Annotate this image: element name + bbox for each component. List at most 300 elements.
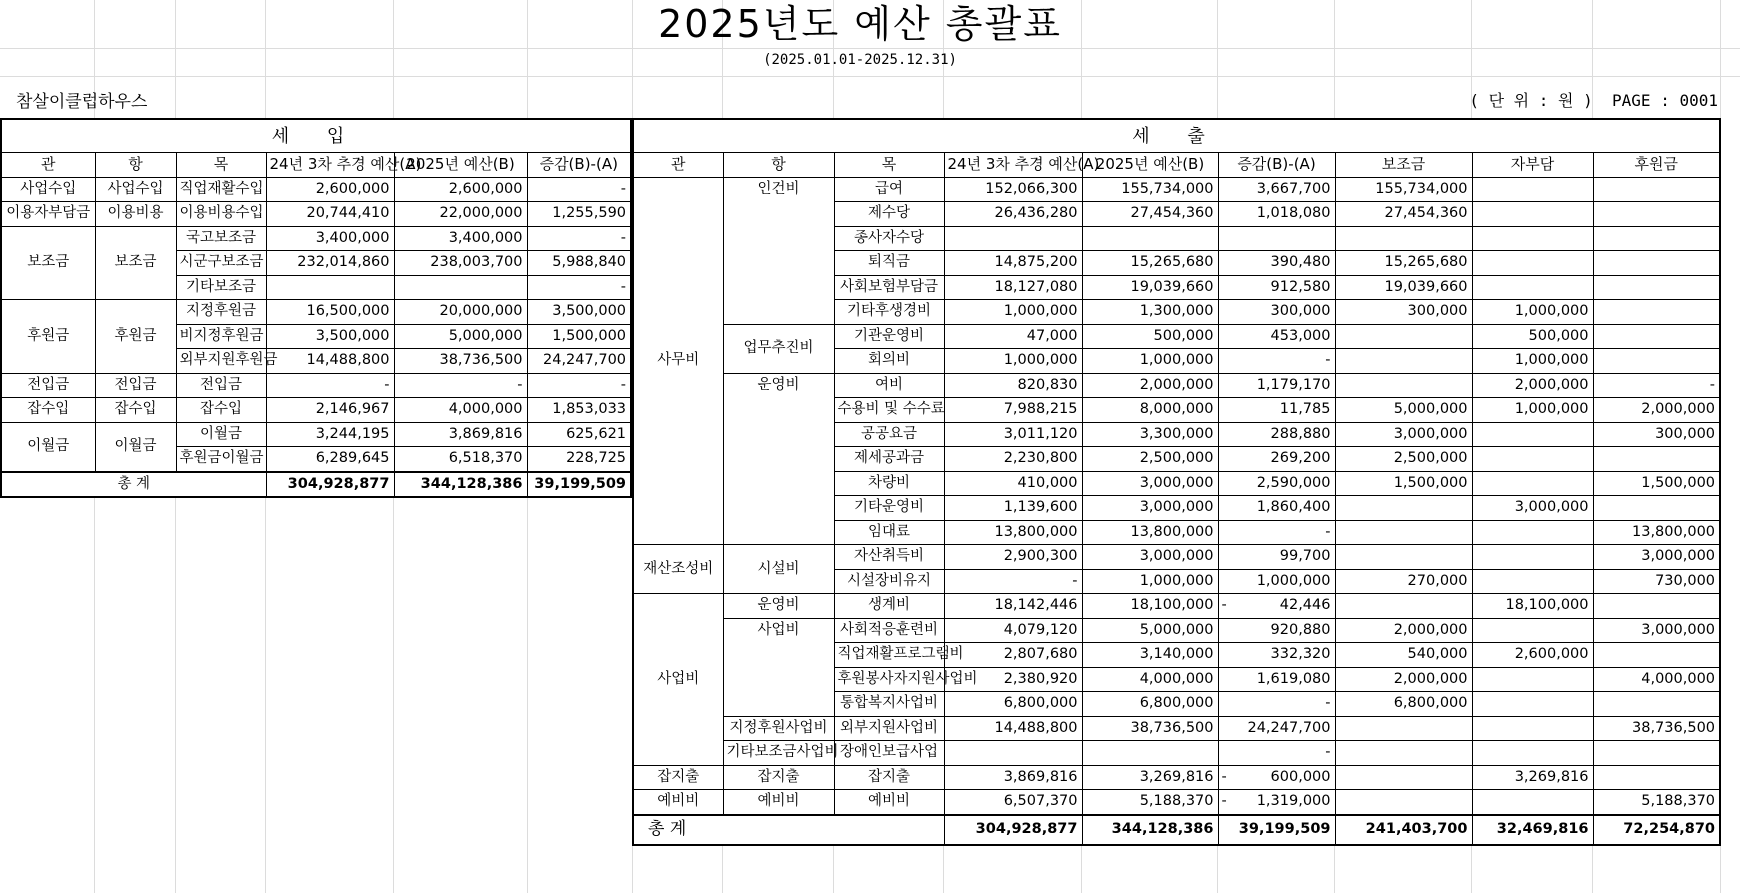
- amount-cell: 3,000,000: [1472, 496, 1593, 521]
- amount-cell: 1,000,000: [1082, 569, 1218, 594]
- mok-cell: 기타운영비: [834, 496, 944, 521]
- column-header: 후원금: [1593, 153, 1720, 178]
- gwan-cell: 잡지출: [633, 765, 723, 790]
- amount-cell: 4,000,000: [1082, 667, 1218, 692]
- amount-cell: 300,000: [1335, 300, 1472, 325]
- gwan-cell: 사업수입: [1, 177, 95, 202]
- amount-cell: 410,000: [944, 471, 1082, 496]
- period: (2025.01.01-2025.12.31): [763, 52, 957, 68]
- amount-cell: [944, 741, 1082, 766]
- hang-cell: 지정후원사업비: [723, 716, 834, 741]
- amount-cell: 6,507,370: [944, 790, 1082, 815]
- amount-cell: 18,100,000: [1082, 594, 1218, 619]
- amount-cell: 3,300,000: [1082, 422, 1218, 447]
- amount-cell: -: [527, 177, 631, 202]
- gwan-cell: 잡수입: [1, 398, 95, 423]
- amount-cell: [1082, 226, 1218, 251]
- mok-cell: 종사자수당: [834, 226, 944, 251]
- amount-cell: - 42,446: [1218, 594, 1335, 619]
- amount-cell: [1082, 741, 1218, 766]
- mok-cell: 임대료: [834, 520, 944, 545]
- amount-cell: 18,100,000: [1472, 594, 1593, 619]
- mok-cell: 잡수입: [176, 398, 266, 423]
- expense-section-title: 세 출: [633, 119, 1720, 153]
- income-table: [0, 118, 632, 498]
- amount-cell: 6,289,645: [266, 447, 394, 472]
- hang-cell: 사업비: [723, 618, 834, 716]
- income-row: [1, 373, 631, 398]
- expense-table: [632, 118, 1721, 846]
- amount-cell: 730,000: [1593, 569, 1720, 594]
- amount-cell: [1593, 496, 1720, 521]
- amount-cell: [1472, 741, 1593, 766]
- amount-cell: 13,800,000: [944, 520, 1082, 545]
- income-row: [1, 202, 631, 227]
- amount-cell: 47,000: [944, 324, 1082, 349]
- amount-cell: [1593, 226, 1720, 251]
- amount-cell: 232,014,860: [266, 251, 394, 276]
- amount-cell: 1,179,170: [1218, 373, 1335, 398]
- amount-cell: 540,000: [1335, 643, 1472, 668]
- amount-cell: [1593, 202, 1720, 227]
- mok-cell: 시설장비유지: [834, 569, 944, 594]
- amount-cell: 2,600,000: [1472, 643, 1593, 668]
- total-label: 총 계: [1, 472, 266, 498]
- amount-cell: 500,000: [1082, 324, 1218, 349]
- amount-cell: 8,000,000: [1082, 398, 1218, 423]
- amount-cell: -: [1218, 741, 1335, 766]
- amount-cell: 2,500,000: [1082, 447, 1218, 472]
- amount-cell: -: [527, 226, 631, 251]
- mok-cell: 퇴직금: [834, 251, 944, 276]
- amount-cell: [1472, 275, 1593, 300]
- amount-cell: 1,000,000: [944, 300, 1082, 325]
- amount-cell: 4,079,120: [944, 618, 1082, 643]
- amount-cell: 2,000,000: [1472, 373, 1593, 398]
- mok-cell: 이용비용수입: [176, 202, 266, 227]
- amount-cell: 1,619,080: [1218, 667, 1335, 692]
- hang-cell: 이월금: [95, 422, 176, 472]
- amount-cell: 15,265,680: [1335, 251, 1472, 276]
- amount-cell: 19,039,660: [1082, 275, 1218, 300]
- amount-cell: 2,600,000: [266, 177, 394, 202]
- gwan-cell: 예비비: [633, 790, 723, 815]
- mok-cell: 직업재활프로그램비: [834, 643, 944, 668]
- mok-cell: 시군구보조금: [176, 251, 266, 276]
- gwan-cell: 후원금: [1, 300, 95, 374]
- amount-cell: -: [944, 569, 1082, 594]
- mok-cell: 이월금: [176, 422, 266, 447]
- mok-cell: 제수당: [834, 202, 944, 227]
- amount-cell: 2,900,300: [944, 545, 1082, 570]
- hang-cell: 보조금: [95, 226, 176, 300]
- amount-cell: 2,500,000: [1335, 447, 1472, 472]
- amount-cell: 1,000,000: [1472, 300, 1593, 325]
- amount-cell: 3,140,000: [1082, 643, 1218, 668]
- amount-cell: 3,000,000: [1335, 422, 1472, 447]
- total-label: 총 계: [633, 815, 944, 845]
- mok-cell: 사회적응훈련비: [834, 618, 944, 643]
- amount-cell: 3,869,816: [944, 765, 1082, 790]
- amount-cell: 3,244,195: [266, 422, 394, 447]
- amount-cell: 32,469,816: [1472, 815, 1593, 845]
- amount-cell: 39,199,509: [1218, 815, 1335, 845]
- amount-cell: 304,928,877: [944, 815, 1082, 845]
- hang-cell: 사업수입: [95, 177, 176, 202]
- expense-row: [633, 324, 1720, 349]
- amount-cell: 24,247,700: [1218, 716, 1335, 741]
- amount-cell: 3,000,000: [1593, 618, 1720, 643]
- gwan-cell: 재산조성비: [633, 545, 723, 594]
- column-header: 2025년 예산(B): [394, 153, 527, 178]
- amount-cell: [1472, 251, 1593, 276]
- amount-cell: [1335, 765, 1472, 790]
- amount-cell: [1472, 226, 1593, 251]
- amount-cell: 3,500,000: [527, 300, 631, 325]
- amount-cell: -: [266, 373, 394, 398]
- hang-cell: 인건비: [723, 177, 834, 324]
- mok-cell: 기타후생경비: [834, 300, 944, 325]
- income-row: [1, 300, 631, 325]
- amount-cell: [1593, 275, 1720, 300]
- amount-cell: -: [1218, 349, 1335, 374]
- amount-cell: 155,734,000: [1082, 177, 1218, 202]
- mok-cell: 후원봉사자지원사업비: [834, 667, 944, 692]
- hang-cell: 운영비: [723, 373, 834, 545]
- amount-cell: 3,400,000: [266, 226, 394, 251]
- hang-cell: 시설비: [723, 545, 834, 594]
- amount-cell: [1335, 545, 1472, 570]
- mok-cell: 회의비: [834, 349, 944, 374]
- amount-cell: - 1,319,000: [1218, 790, 1335, 815]
- income-row: [1, 226, 631, 251]
- amount-cell: 288,880: [1218, 422, 1335, 447]
- amount-cell: 500,000: [1472, 324, 1593, 349]
- amount-cell: [1335, 373, 1472, 398]
- amount-cell: [1335, 349, 1472, 374]
- mok-cell: 외부지원후원금: [176, 349, 266, 374]
- amount-cell: 453,000: [1218, 324, 1335, 349]
- amount-cell: [1593, 741, 1720, 766]
- amount-cell: [1472, 790, 1593, 815]
- amount-cell: 14,488,800: [266, 349, 394, 374]
- amount-cell: [1472, 716, 1593, 741]
- amount-cell: 5,988,840: [527, 251, 631, 276]
- amount-cell: 2,000,000: [1335, 667, 1472, 692]
- mok-cell: 잡지출: [834, 765, 944, 790]
- amount-cell: 4,000,000: [1593, 667, 1720, 692]
- amount-cell: 1,000,000: [1472, 398, 1593, 423]
- amount-cell: [1472, 422, 1593, 447]
- amount-cell: -: [527, 373, 631, 398]
- amount-cell: 14,875,200: [944, 251, 1082, 276]
- amount-cell: 2,000,000: [1335, 618, 1472, 643]
- amount-cell: [1472, 692, 1593, 717]
- unit-page-label: ( 단 위 : 원 ) PAGE : 0001: [1469, 91, 1718, 110]
- amount-cell: [1593, 692, 1720, 717]
- column-header: 자부담: [1472, 153, 1593, 178]
- column-header: 2025년 예산(B): [1082, 153, 1218, 178]
- amount-cell: 5,000,000: [1335, 398, 1472, 423]
- organization-name: 참살이클럽하우스: [16, 92, 148, 112]
- mok-cell: 차량비: [834, 471, 944, 496]
- expense-row: [633, 741, 1720, 766]
- amount-cell: [1335, 496, 1472, 521]
- expense-row: [633, 373, 1720, 398]
- amount-cell: 20,000,000: [394, 300, 527, 325]
- amount-cell: 26,436,280: [944, 202, 1082, 227]
- amount-cell: [1472, 545, 1593, 570]
- amount-cell: [394, 275, 527, 300]
- amount-cell: 38,736,500: [1082, 716, 1218, 741]
- amount-cell: 3,269,816: [1082, 765, 1218, 790]
- mok-cell: 공공요금: [834, 422, 944, 447]
- expense-row: [633, 790, 1720, 815]
- amount-cell: 39,199,509: [527, 472, 631, 498]
- amount-cell: 2,590,000: [1218, 471, 1335, 496]
- amount-cell: 24,247,700: [527, 349, 631, 374]
- amount-cell: 3,269,816: [1472, 765, 1593, 790]
- amount-cell: 1,500,000: [1335, 471, 1472, 496]
- amount-cell: -: [1218, 520, 1335, 545]
- mok-cell: 사회보험부담금: [834, 275, 944, 300]
- amount-cell: 14,488,800: [944, 716, 1082, 741]
- amount-cell: 3,011,120: [944, 422, 1082, 447]
- amount-cell: [1593, 324, 1720, 349]
- amount-cell: -: [1593, 373, 1720, 398]
- amount-cell: [1335, 520, 1472, 545]
- amount-cell: [1472, 667, 1593, 692]
- amount-cell: [1593, 447, 1720, 472]
- column-header: 관: [1, 153, 95, 178]
- amount-cell: 920,880: [1218, 618, 1335, 643]
- mok-cell: 후원금이월금: [176, 447, 266, 472]
- amount-cell: [1593, 251, 1720, 276]
- amount-cell: 5,000,000: [394, 324, 527, 349]
- amount-cell: [1472, 569, 1593, 594]
- mok-cell: 외부지원사업비: [834, 716, 944, 741]
- amount-cell: 2,146,967: [266, 398, 394, 423]
- amount-cell: 3,000,000: [1082, 471, 1218, 496]
- gwan-cell: 보조금: [1, 226, 95, 300]
- amount-cell: [1472, 618, 1593, 643]
- mok-cell: 비지정후원금: [176, 324, 266, 349]
- mok-cell: 생계비: [834, 594, 944, 619]
- amount-cell: 228,725: [527, 447, 631, 472]
- expense-row: [633, 177, 1720, 202]
- amount-cell: 3,869,816: [394, 422, 527, 447]
- amount-cell: 1,139,600: [944, 496, 1082, 521]
- amount-cell: 1,500,000: [1593, 471, 1720, 496]
- amount-cell: 390,480: [1218, 251, 1335, 276]
- amount-cell: 1,018,080: [1218, 202, 1335, 227]
- amount-cell: 7,988,215: [944, 398, 1082, 423]
- amount-cell: [1593, 643, 1720, 668]
- amount-cell: [1472, 447, 1593, 472]
- amount-cell: [1472, 520, 1593, 545]
- amount-cell: 820,830: [944, 373, 1082, 398]
- amount-cell: 3,000,000: [1082, 496, 1218, 521]
- expense-row: [633, 618, 1720, 643]
- amount-cell: -: [527, 275, 631, 300]
- gwan-cell: 전입금: [1, 373, 95, 398]
- column-header: 관: [633, 153, 723, 178]
- amount-cell: 5,000,000: [1082, 618, 1218, 643]
- amount-cell: 912,580: [1218, 275, 1335, 300]
- column-header: 24년 3차 추경 예산(A): [944, 153, 1082, 178]
- column-header: 보조금: [1335, 153, 1472, 178]
- amount-cell: 5,188,370: [1593, 790, 1720, 815]
- gwan-cell: 이월금: [1, 422, 95, 472]
- amount-cell: 13,800,000: [1593, 520, 1720, 545]
- amount-cell: [944, 226, 1082, 251]
- column-header: 24년 3차 추경 예산(A): [266, 153, 394, 178]
- amount-cell: 238,003,700: [394, 251, 527, 276]
- income-section-title: 세 입: [1, 119, 631, 153]
- amount-cell: 3,500,000: [266, 324, 394, 349]
- amount-cell: - 600,000: [1218, 765, 1335, 790]
- amount-cell: 6,800,000: [1335, 692, 1472, 717]
- mok-cell: 급여: [834, 177, 944, 202]
- gwan-cell: 사무비: [633, 177, 723, 545]
- mok-cell: 자산취득비: [834, 545, 944, 570]
- amount-cell: 152,066,300: [944, 177, 1082, 202]
- hang-cell: 후원금: [95, 300, 176, 374]
- gwan-cell: 사업비: [633, 594, 723, 766]
- amount-cell: [1335, 741, 1472, 766]
- page-title: 2025년도 예산 총괄표: [658, 2, 1062, 46]
- expense-row: [633, 716, 1720, 741]
- mok-cell: 직업재활수입: [176, 177, 266, 202]
- amount-cell: [1593, 765, 1720, 790]
- hang-cell: 업무추진비: [723, 324, 834, 373]
- expense-row: [633, 545, 1720, 570]
- amount-cell: 1,300,000: [1082, 300, 1218, 325]
- amount-cell: 3,667,700: [1218, 177, 1335, 202]
- amount-cell: 16,500,000: [266, 300, 394, 325]
- column-header: 목: [176, 153, 266, 178]
- amount-cell: 22,000,000: [394, 202, 527, 227]
- amount-cell: 332,320: [1218, 643, 1335, 668]
- amount-cell: 1,860,400: [1218, 496, 1335, 521]
- amount-cell: 6,800,000: [1082, 692, 1218, 717]
- amount-cell: [1218, 226, 1335, 251]
- amount-cell: 3,000,000: [1082, 545, 1218, 570]
- amount-cell: [1472, 177, 1593, 202]
- amount-cell: 1,000,000: [1082, 349, 1218, 374]
- amount-cell: 4,000,000: [394, 398, 527, 423]
- income-row: [1, 398, 631, 423]
- amount-cell: 2,000,000: [1082, 373, 1218, 398]
- amount-cell: 1,255,590: [527, 202, 631, 227]
- amount-cell: [1593, 300, 1720, 325]
- mok-cell: 수용비 및 수수료: [834, 398, 944, 423]
- amount-cell: [1593, 177, 1720, 202]
- gwan-cell: 이용자부담금: [1, 202, 95, 227]
- column-header: 항: [723, 153, 834, 178]
- column-header: 목: [834, 153, 944, 178]
- hang-cell: 이용비용: [95, 202, 176, 227]
- mok-cell: 통합복지사업비: [834, 692, 944, 717]
- hang-cell: 기타보조금사업비: [723, 741, 834, 766]
- amount-cell: 625,621: [527, 422, 631, 447]
- mok-cell: 국고보조금: [176, 226, 266, 251]
- amount-cell: 3,400,000: [394, 226, 527, 251]
- amount-cell: [1335, 594, 1472, 619]
- amount-cell: [1335, 790, 1472, 815]
- amount-cell: 155,734,000: [1335, 177, 1472, 202]
- amount-cell: 1,000,000: [1472, 349, 1593, 374]
- amount-cell: 27,454,360: [1082, 202, 1218, 227]
- amount-cell: [1472, 202, 1593, 227]
- amount-cell: 20,744,410: [266, 202, 394, 227]
- amount-cell: 2,000,000: [1593, 398, 1720, 423]
- amount-cell: 241,403,700: [1335, 815, 1472, 845]
- amount-cell: [1335, 226, 1472, 251]
- hang-cell: 운영비: [723, 594, 834, 619]
- mok-cell: 기타보조금: [176, 275, 266, 300]
- amount-cell: 38,736,500: [1593, 716, 1720, 741]
- hang-cell: 잡수입: [95, 398, 176, 423]
- mok-cell: 전입금: [176, 373, 266, 398]
- amount-cell: [266, 275, 394, 300]
- mok-cell: 예비비: [834, 790, 944, 815]
- amount-cell: 2,380,920: [944, 667, 1082, 692]
- amount-cell: [1593, 594, 1720, 619]
- amount-cell: [1593, 349, 1720, 374]
- expense-row: [633, 594, 1720, 619]
- amount-cell: -: [1218, 692, 1335, 717]
- amount-cell: 3,000,000: [1593, 545, 1720, 570]
- amount-cell: 1,000,000: [944, 349, 1082, 374]
- amount-cell: 300,000: [1593, 422, 1720, 447]
- amount-cell: 38,736,500: [394, 349, 527, 374]
- amount-cell: [1335, 324, 1472, 349]
- amount-cell: 15,265,680: [1082, 251, 1218, 276]
- expense-row: [633, 765, 1720, 790]
- amount-cell: 18,127,080: [944, 275, 1082, 300]
- amount-cell: 344,128,386: [394, 472, 527, 498]
- hang-cell: 전입금: [95, 373, 176, 398]
- amount-cell: 1,500,000: [527, 324, 631, 349]
- amount-cell: [1335, 716, 1472, 741]
- hang-cell: 예비비: [723, 790, 834, 815]
- amount-cell: 269,200: [1218, 447, 1335, 472]
- amount-cell: 1,000,000: [1218, 569, 1335, 594]
- amount-cell: 2,230,800: [944, 447, 1082, 472]
- amount-cell: 2,807,680: [944, 643, 1082, 668]
- mok-cell: 여비: [834, 373, 944, 398]
- amount-cell: 1,853,033: [527, 398, 631, 423]
- column-header: 항: [95, 153, 176, 178]
- hang-cell: 잡지출: [723, 765, 834, 790]
- amount-cell: 19,039,660: [1335, 275, 1472, 300]
- amount-cell: 11,785: [1218, 398, 1335, 423]
- column-header: 증감(B)-(A): [527, 153, 631, 178]
- mok-cell: 제세공과금: [834, 447, 944, 472]
- amount-cell: 344,128,386: [1082, 815, 1218, 845]
- amount-cell: 27,454,360: [1335, 202, 1472, 227]
- mok-cell: 지정후원금: [176, 300, 266, 325]
- amount-cell: 6,518,370: [394, 447, 527, 472]
- amount-cell: 270,000: [1335, 569, 1472, 594]
- amount-cell: 300,000: [1218, 300, 1335, 325]
- income-row: [1, 177, 631, 202]
- amount-cell: 304,928,877: [266, 472, 394, 498]
- amount-cell: 99,700: [1218, 545, 1335, 570]
- mok-cell: 장애인보급사업: [834, 741, 944, 766]
- amount-cell: 18,142,446: [944, 594, 1082, 619]
